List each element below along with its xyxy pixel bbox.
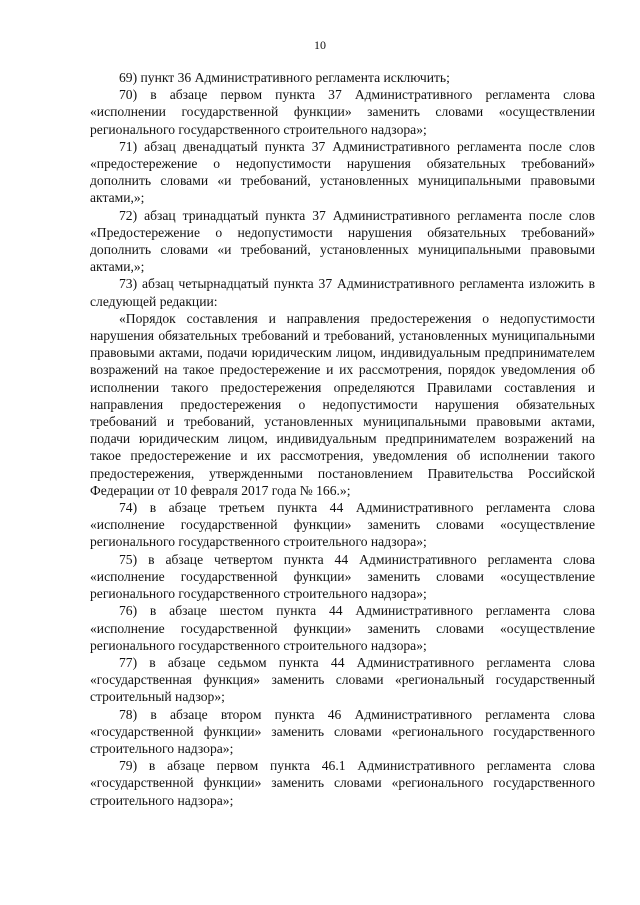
paragraph-70: 70) в абзаце первом пункта 37 Административного регламента слова «исполнении государственной функции» заменить словами «осуществлении регионального государственного строительного надзора»;	[90, 87, 595, 137]
paragraph-75: 75) в абзаце четвертом пункта 44 Административного регламента слова «исполнение государственной функции» заменить словами «осуществление регионального государственного строительного надзора»;	[90, 551, 595, 602]
paragraph-69: 69) пункт 36 Административного регламента исключить;	[119, 70, 450, 85]
paragraph-71: 71) абзац двенадцатый пункта 37 Административного регламента после слов «предостережение о недопустимости нарушения обязательных требований» дополнить словами «и требований, установленных муниципальными правовыми актами,»;	[90, 138, 595, 206]
paragraph-74: 74) в абзаце третьем пункта 44 Административного регламента слова «исполнение государственной функции» заменить словами «осуществление регионального государственного строительного надзора»;	[90, 500, 595, 550]
paragraph-73-quote: «Порядок составления и направления предостережения о недопустимости нарушения обязательных требований и требований, установленных муниципальными правовыми актами, подачи юридическим лицом, индивидуальным предпринимателем возражений на такое предостережение и их рассмотрения, порядок уведомления об исполнении такого предостережения определяются Правилами составления и направления предостережения о недопустимости нарушения обязательных требований и требований, установленных муниципальными правовыми актами, подачи юридическим лицом, индивидуальным предпринимателем возражений на такое предостережение и их рассмотрения, уведомления об исполнении такого предостережения, утвержденными постановлением Правительства Российской Федерации от 10 февраля 2017 года № 166.»;	[90, 310, 595, 498]
page-number: 10	[314, 38, 326, 52]
paragraph-79: 79) в абзаце первом пункта 46.1 Административного регламента слова «государственной функции» заменить словами «регионального государственного строительного надзора»;	[90, 758, 595, 808]
paragraph-77: 77) в абзаце седьмом пункта 44 Административного регламента слова «государственная функция» заменить словами «региональный государственный строительный надзор»;	[90, 654, 595, 705]
paragraph-78: 78) в абзаце втором пункта 46 Административного регламента слова «государственной функции» заменить словами «регионального государственного строительного надзора»;	[90, 706, 595, 756]
paragraph-73: 73) абзац четырнадцатый пункта 37 Административного регламента изложить в следующей редакции:	[90, 276, 595, 309]
paragraph-72: 72) абзац тринадцатый пункта 37 Административного регламента после слов «Предостережение о недопустимости нарушения обязательных требований» дополнить словами «и требований, установленных муниципальными правовыми актами,»;	[90, 207, 595, 275]
paragraph-76: 76) в абзаце шестом пункта 44 Административного регламента слова «исполнение государственной функции» заменить словами «осуществление регионального государственного строительного надзора»;	[90, 603, 595, 653]
document-body	[90, 69, 595, 809]
